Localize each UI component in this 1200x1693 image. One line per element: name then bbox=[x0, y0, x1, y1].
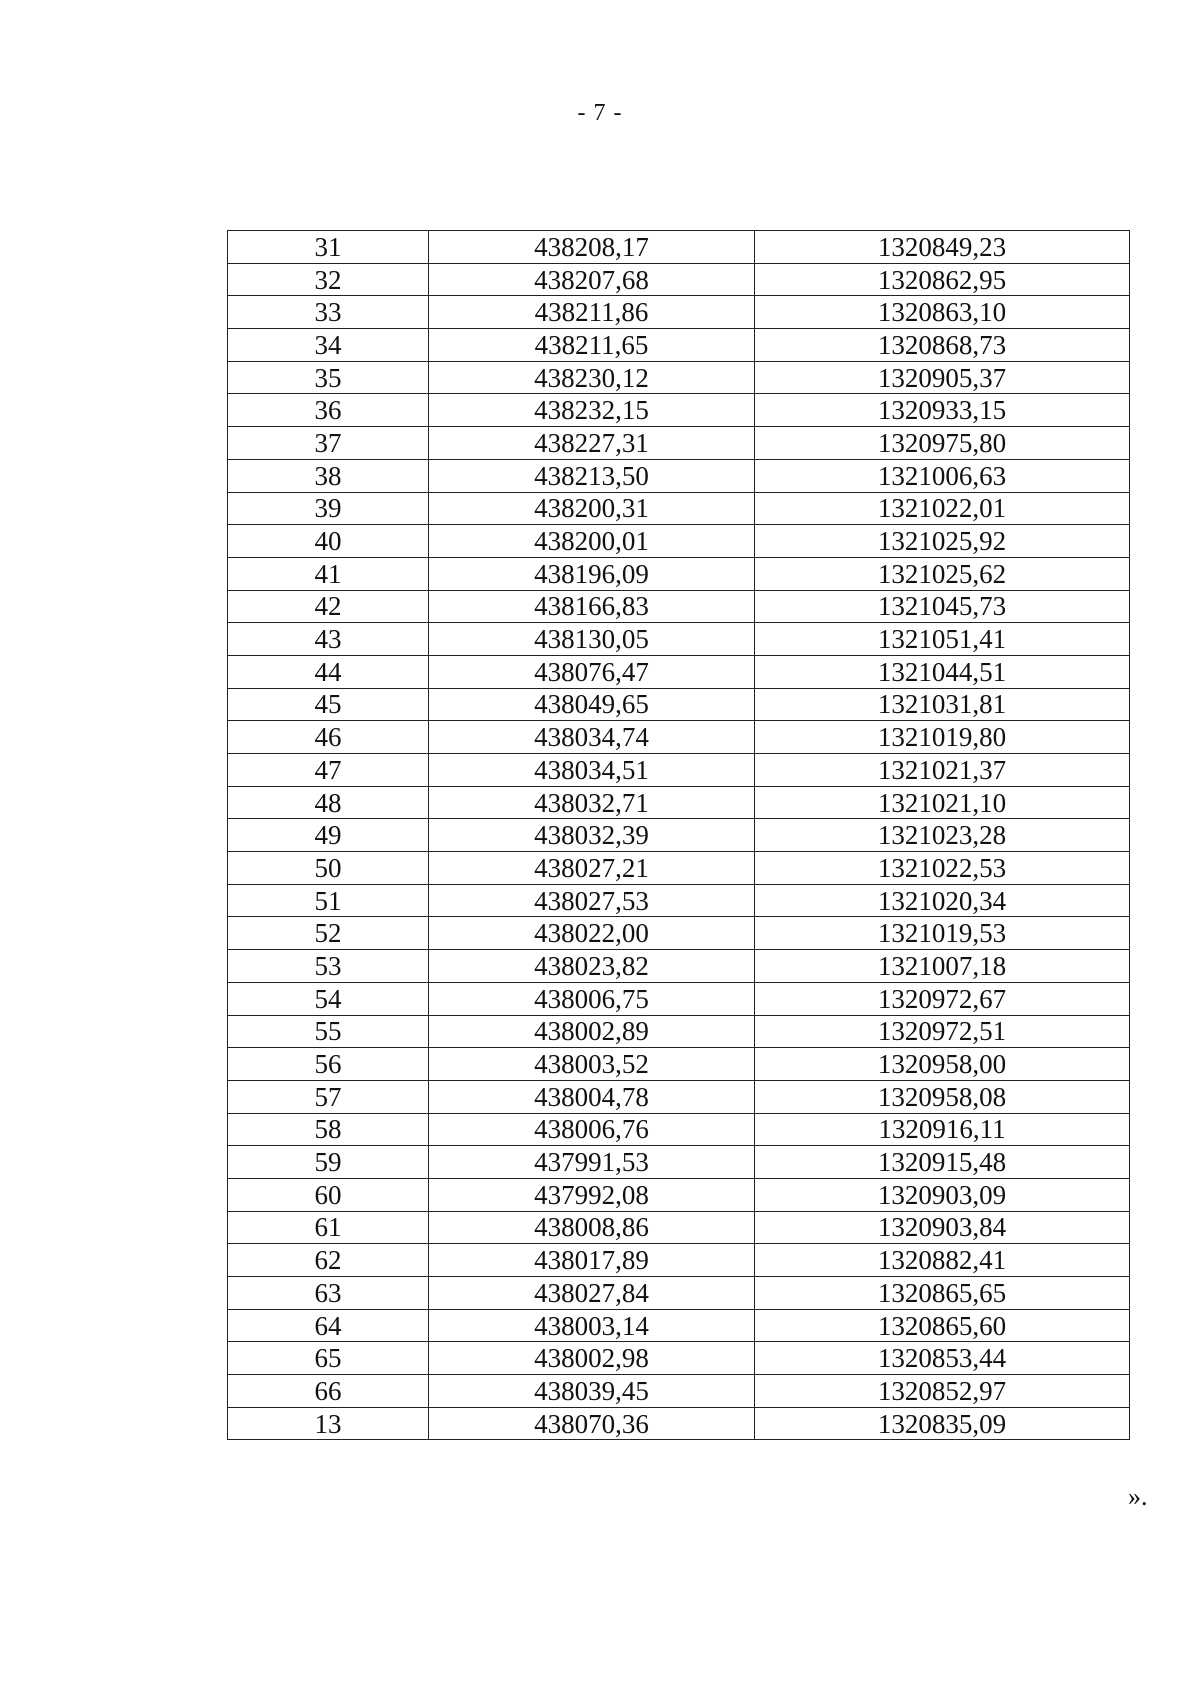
y-coordinate-cell: 1320933,15 bbox=[755, 394, 1130, 427]
table-row bbox=[228, 1178, 1130, 1211]
table-row bbox=[228, 950, 1130, 983]
y-coordinate-cell: 1321023,28 bbox=[755, 819, 1130, 852]
x-coordinate-cell: 438230,12 bbox=[429, 361, 755, 394]
y-coordinate-cell: 1321044,51 bbox=[755, 655, 1130, 688]
x-coordinate-cell: 438003,14 bbox=[429, 1309, 755, 1342]
x-coordinate-cell: 438049,65 bbox=[429, 688, 755, 721]
y-coordinate-cell: 1321022,53 bbox=[755, 852, 1130, 885]
point-number-cell: 13 bbox=[228, 1407, 429, 1440]
point-number-cell: 35 bbox=[228, 361, 429, 394]
point-number-cell: 63 bbox=[228, 1277, 429, 1310]
x-coordinate-cell: 438002,98 bbox=[429, 1342, 755, 1375]
y-coordinate-cell: 1320972,67 bbox=[755, 982, 1130, 1015]
point-number-cell: 42 bbox=[228, 590, 429, 623]
table-row bbox=[228, 1277, 1130, 1310]
point-number-cell: 31 bbox=[228, 231, 429, 264]
point-number-cell: 62 bbox=[228, 1244, 429, 1277]
point-number-cell: 61 bbox=[228, 1211, 429, 1244]
y-coordinate-cell: 1320865,60 bbox=[755, 1309, 1130, 1342]
table-row bbox=[228, 459, 1130, 492]
x-coordinate-cell: 438003,52 bbox=[429, 1048, 755, 1081]
x-coordinate-cell: 438027,21 bbox=[429, 852, 755, 885]
x-coordinate-cell: 438032,71 bbox=[429, 786, 755, 819]
point-number-cell: 34 bbox=[228, 329, 429, 362]
table-row bbox=[228, 296, 1130, 329]
y-coordinate-cell: 1320915,48 bbox=[755, 1146, 1130, 1179]
point-number-cell: 43 bbox=[228, 623, 429, 656]
table-row bbox=[228, 655, 1130, 688]
x-coordinate-cell: 438130,05 bbox=[429, 623, 755, 656]
y-coordinate-cell: 1320852,97 bbox=[755, 1375, 1130, 1408]
table-row bbox=[228, 884, 1130, 917]
table-row bbox=[228, 754, 1130, 787]
point-number-cell: 52 bbox=[228, 917, 429, 950]
point-number-cell: 45 bbox=[228, 688, 429, 721]
table-row bbox=[228, 1244, 1130, 1277]
x-coordinate-cell: 438227,31 bbox=[429, 427, 755, 460]
x-coordinate-cell: 438207,68 bbox=[429, 263, 755, 296]
table-row bbox=[228, 1407, 1130, 1440]
y-coordinate-cell: 1320849,23 bbox=[755, 231, 1130, 264]
y-coordinate-cell: 1320903,09 bbox=[755, 1178, 1130, 1211]
table-row bbox=[228, 1342, 1130, 1375]
x-coordinate-cell: 438070,36 bbox=[429, 1407, 755, 1440]
table-row bbox=[228, 623, 1130, 656]
y-coordinate-cell: 1320853,44 bbox=[755, 1342, 1130, 1375]
y-coordinate-cell: 1321022,01 bbox=[755, 492, 1130, 525]
x-coordinate-cell: 438027,84 bbox=[429, 1277, 755, 1310]
x-coordinate-cell: 438200,31 bbox=[429, 492, 755, 525]
point-number-cell: 53 bbox=[228, 950, 429, 983]
x-coordinate-cell: 438211,65 bbox=[429, 329, 755, 362]
page-number: - 7 - bbox=[577, 100, 623, 126]
table-row bbox=[228, 1375, 1130, 1408]
x-coordinate-cell: 438023,82 bbox=[429, 950, 755, 983]
x-coordinate-cell: 438200,01 bbox=[429, 525, 755, 558]
y-coordinate-cell: 1321021,10 bbox=[755, 786, 1130, 819]
y-coordinate-cell: 1321007,18 bbox=[755, 950, 1130, 983]
x-coordinate-cell: 438027,53 bbox=[429, 884, 755, 917]
y-coordinate-cell: 1321025,62 bbox=[755, 557, 1130, 590]
point-number-cell: 46 bbox=[228, 721, 429, 754]
y-coordinate-cell: 1320958,08 bbox=[755, 1080, 1130, 1113]
point-number-cell: 66 bbox=[228, 1375, 429, 1408]
point-number-cell: 64 bbox=[228, 1309, 429, 1342]
point-number-cell: 48 bbox=[228, 786, 429, 819]
y-coordinate-cell: 1321031,81 bbox=[755, 688, 1130, 721]
x-coordinate-cell: 438076,47 bbox=[429, 655, 755, 688]
point-number-cell: 56 bbox=[228, 1048, 429, 1081]
point-number-cell: 39 bbox=[228, 492, 429, 525]
point-number-cell: 51 bbox=[228, 884, 429, 917]
table-row bbox=[228, 361, 1130, 394]
x-coordinate-cell: 438039,45 bbox=[429, 1375, 755, 1408]
y-coordinate-cell: 1320835,09 bbox=[755, 1407, 1130, 1440]
point-number-cell: 44 bbox=[228, 655, 429, 688]
x-coordinate-cell: 438022,00 bbox=[429, 917, 755, 950]
x-coordinate-cell: 438008,86 bbox=[429, 1211, 755, 1244]
point-number-cell: 60 bbox=[228, 1178, 429, 1211]
y-coordinate-cell: 1320975,80 bbox=[755, 427, 1130, 460]
table-row bbox=[228, 1309, 1130, 1342]
table-row bbox=[228, 231, 1130, 264]
x-coordinate-cell: 438034,51 bbox=[429, 754, 755, 787]
table-row bbox=[228, 1146, 1130, 1179]
y-coordinate-cell: 1320865,65 bbox=[755, 1277, 1130, 1310]
y-coordinate-cell: 1321020,34 bbox=[755, 884, 1130, 917]
table-row bbox=[228, 1015, 1130, 1048]
point-number-cell: 54 bbox=[228, 982, 429, 1015]
table-row bbox=[228, 590, 1130, 623]
table-row bbox=[228, 688, 1130, 721]
y-coordinate-cell: 1320958,00 bbox=[755, 1048, 1130, 1081]
table-row bbox=[228, 557, 1130, 590]
closing-quote-mark: ». bbox=[1128, 1482, 1148, 1511]
x-coordinate-cell: 438196,09 bbox=[429, 557, 755, 590]
x-coordinate-cell: 438006,76 bbox=[429, 1113, 755, 1146]
point-number-cell: 59 bbox=[228, 1146, 429, 1179]
table-row bbox=[228, 394, 1130, 427]
table-row bbox=[228, 492, 1130, 525]
table-row bbox=[228, 427, 1130, 460]
point-number-cell: 55 bbox=[228, 1015, 429, 1048]
x-coordinate-cell: 438006,75 bbox=[429, 982, 755, 1015]
x-coordinate-cell: 438002,89 bbox=[429, 1015, 755, 1048]
point-number-cell: 41 bbox=[228, 557, 429, 590]
y-coordinate-cell: 1321045,73 bbox=[755, 590, 1130, 623]
y-coordinate-cell: 1320903,84 bbox=[755, 1211, 1130, 1244]
x-coordinate-cell: 438034,74 bbox=[429, 721, 755, 754]
table-row bbox=[228, 1211, 1130, 1244]
x-coordinate-cell: 438017,89 bbox=[429, 1244, 755, 1277]
y-coordinate-cell: 1321006,63 bbox=[755, 459, 1130, 492]
point-number-cell: 50 bbox=[228, 852, 429, 885]
x-coordinate-cell: 438208,17 bbox=[429, 231, 755, 264]
x-coordinate-cell: 438032,39 bbox=[429, 819, 755, 852]
table-row bbox=[228, 819, 1130, 852]
table-row bbox=[228, 1113, 1130, 1146]
point-number-cell: 65 bbox=[228, 1342, 429, 1375]
coordinates-table-body bbox=[228, 231, 1130, 1440]
point-number-cell: 47 bbox=[228, 754, 429, 787]
y-coordinate-cell: 1321025,92 bbox=[755, 525, 1130, 558]
y-coordinate-cell: 1320868,73 bbox=[755, 329, 1130, 362]
point-number-cell: 32 bbox=[228, 263, 429, 296]
y-coordinate-cell: 1320905,37 bbox=[755, 361, 1130, 394]
table-row bbox=[228, 852, 1130, 885]
y-coordinate-cell: 1320862,95 bbox=[755, 263, 1130, 296]
y-coordinate-cell: 1320882,41 bbox=[755, 1244, 1130, 1277]
point-number-cell: 40 bbox=[228, 525, 429, 558]
x-coordinate-cell: 438232,15 bbox=[429, 394, 755, 427]
y-coordinate-cell: 1321021,37 bbox=[755, 754, 1130, 787]
table-row bbox=[228, 1080, 1130, 1113]
point-number-cell: 49 bbox=[228, 819, 429, 852]
table-row bbox=[228, 786, 1130, 819]
point-number-cell: 37 bbox=[228, 427, 429, 460]
y-coordinate-cell: 1320916,11 bbox=[755, 1113, 1130, 1146]
y-coordinate-cell: 1321051,41 bbox=[755, 623, 1130, 656]
table-row bbox=[228, 263, 1130, 296]
x-coordinate-cell: 438166,83 bbox=[429, 590, 755, 623]
table-row bbox=[228, 917, 1130, 950]
point-number-cell: 58 bbox=[228, 1113, 429, 1146]
table-row bbox=[228, 525, 1130, 558]
point-number-cell: 36 bbox=[228, 394, 429, 427]
x-coordinate-cell: 438004,78 bbox=[429, 1080, 755, 1113]
y-coordinate-cell: 1321019,80 bbox=[755, 721, 1130, 754]
table-row bbox=[228, 982, 1130, 1015]
x-coordinate-cell: 438213,50 bbox=[429, 459, 755, 492]
table-row bbox=[228, 329, 1130, 362]
x-coordinate-cell: 437992,08 bbox=[429, 1178, 755, 1211]
point-number-cell: 57 bbox=[228, 1080, 429, 1113]
x-coordinate-cell: 438211,86 bbox=[429, 296, 755, 329]
table-row bbox=[228, 1048, 1130, 1081]
point-number-cell: 33 bbox=[228, 296, 429, 329]
point-number-cell: 38 bbox=[228, 459, 429, 492]
table-row bbox=[228, 721, 1130, 754]
x-coordinate-cell: 437991,53 bbox=[429, 1146, 755, 1179]
y-coordinate-cell: 1321019,53 bbox=[755, 917, 1130, 950]
coordinates-table bbox=[227, 230, 1130, 1440]
y-coordinate-cell: 1320863,10 bbox=[755, 296, 1130, 329]
y-coordinate-cell: 1320972,51 bbox=[755, 1015, 1130, 1048]
